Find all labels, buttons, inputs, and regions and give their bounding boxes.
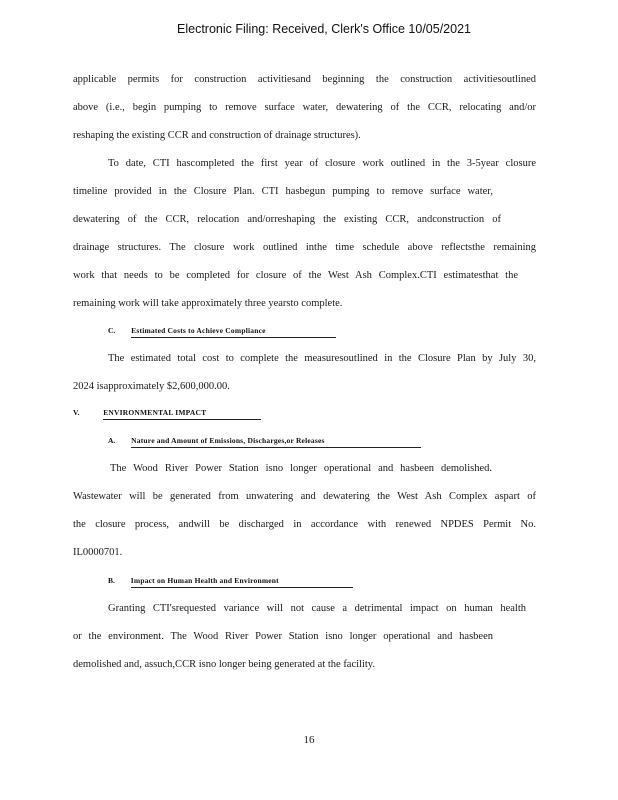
section-title: Nature and Amount of Emissions, Discharges,or Releases [131, 436, 421, 448]
filing-stamp: Electronic Filing: Received, Clerk's Office 10/05/2021 [177, 22, 471, 36]
body-line: The Wood River Power Station isno longer operational and hasbeen demolished. [110, 463, 492, 474]
body-line: Granting CTI'srequested variance will not cause a detrimental impact on human health [108, 603, 526, 614]
section-heading-b [108, 576, 353, 588]
body-line: or the environment. The Wood River Power Station isno longer operational and hasbeen [73, 631, 493, 642]
body-line: The estimated total cost to complete the measuresoutlined in the Closure Plan by July 30, [108, 353, 536, 364]
body-line: timeline provided in the Closure Plan. CTI hasbegun pumping to remove surface water, [73, 186, 493, 197]
body-line: demolished and, assuch,CCR isno longer being generated at the facility. [73, 659, 375, 670]
body-line: To date, CTI hascompleted the first year of closure work outlined in the 3-5year closure [108, 158, 536, 169]
section-title: Estimated Costs to Achieve Compliance [131, 326, 336, 338]
body-line: work that needs to be completed for closure of the West Ash Complex.CTI estimatesthat the [73, 270, 518, 281]
section-title: ENVIRONMENTAL IMPACT [103, 408, 261, 420]
section-label: A. [108, 436, 116, 445]
body-line: reshaping the existing CCR and construction of drainage structures). [73, 130, 361, 141]
body-line: applicable permits for construction activitiesand beginning the construction activitiesoutlined [73, 74, 536, 85]
body-line: remaining work will take approximately three yearsto complete. [73, 298, 343, 309]
body-line: IL0000701. [73, 547, 123, 558]
section-heading-v [73, 408, 261, 420]
section-label: B. [108, 576, 115, 585]
section-title: Impact on Human Health and Environment [131, 576, 353, 588]
body-line: Wastewater will be generated from unwatering and dewatering the West Ash Complex aspart of [73, 491, 536, 502]
body-line: dewatering of the CCR, relocation and/orreshaping the existing CCR, andconstruction of [73, 214, 501, 225]
body-line: the closure process, andwill be discharged in accordance with renewed NPDES Permit No. [73, 519, 536, 530]
page-number: 16 [303, 734, 315, 746]
body-line: drainage structures. The closure work outlined inthe time schedule above reflectsthe remaining [73, 242, 536, 253]
section-heading-c [108, 326, 336, 338]
section-heading-a [108, 436, 421, 448]
section-label: C. [108, 326, 116, 335]
section-label: V. [73, 408, 80, 417]
body-line: 2024 isapproximately $2,600,000.00. [73, 381, 230, 392]
body-line: above (i.e., begin pumping to remove surface water, dewatering of the CCR, relocating and/or [73, 102, 536, 113]
